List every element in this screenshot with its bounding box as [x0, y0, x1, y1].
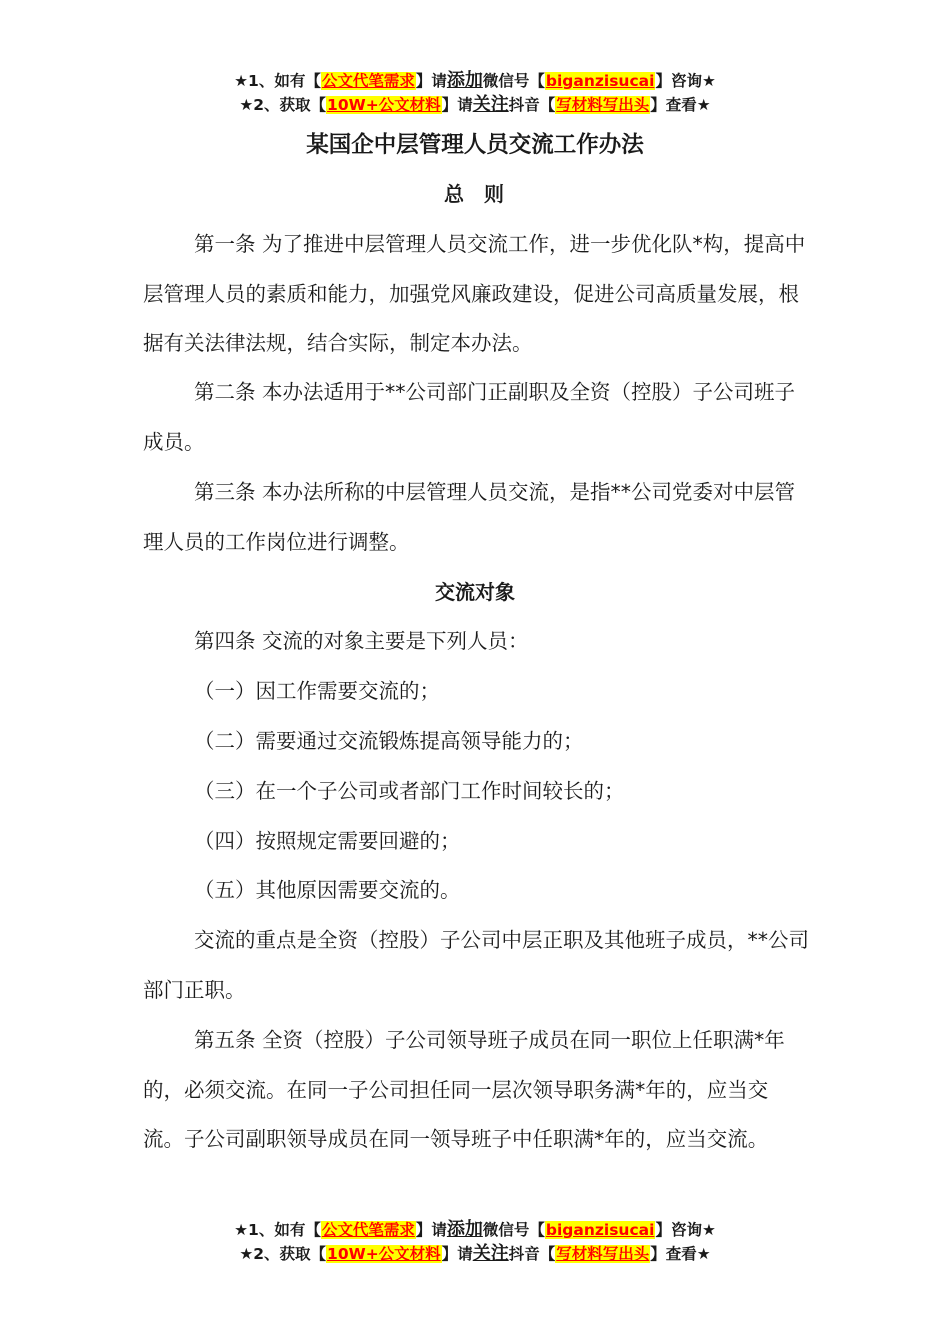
banner-text: 抖音【	[508, 96, 556, 114]
banner-text: 】咨询★	[655, 1221, 716, 1239]
top-banner-line-1	[0, 70, 950, 92]
article-4: 第四条 交流的对象主要是下列人员：	[194, 629, 529, 653]
banner-highlight-douyin: 写材料写出头	[556, 96, 650, 114]
banner-highlight-service: 公文代笔需求	[321, 72, 415, 90]
banner-emphasis: 关注	[472, 1243, 509, 1264]
banner-text: ★1、如有【	[234, 72, 321, 90]
list-item: （五）其他原因需要交流的。	[194, 878, 461, 902]
banner-emphasis: 关注	[472, 94, 509, 115]
banner-text: 】请	[415, 72, 447, 90]
list-item: （一）因工作需要交流的；	[194, 679, 440, 703]
banner-text: 微信号【	[482, 72, 545, 90]
section-heading-general: 总 则	[444, 182, 506, 206]
banner-text: 】咨询★	[655, 72, 716, 90]
banner-highlight-wechat-id: biganzisucai	[545, 72, 655, 90]
banner-text: 微信号【	[482, 1221, 545, 1239]
banner-text: 】请	[415, 1221, 447, 1239]
banner-highlight-wechat-id: biganzisucai	[545, 1221, 655, 1239]
article-5: 第五条 全资（控股）子公司领导班子成员在同一职位上任职满*年的，必须交流。在同一子公司担任同一层次领导职务满*年的，应当交流。子公司副职领导成员在同一领导班子中任职满*年的，应当交流。	[143, 1028, 785, 1151]
banner-highlight-douyin: 写材料写出头	[556, 1245, 650, 1263]
article-1: 第一条 为了推进中层管理人员交流工作，进一步优化队*构，提高中层管理人员的素质和能力，加强党风廉政建设，促进公司高质量发展，根据有关法律法规，结合实际，制定本办法。	[143, 232, 806, 355]
article-3: 第三条 本办法所称的中层管理人员交流，是指**公司党委对中层管理人员的工作岗位进行调整。	[143, 480, 796, 554]
banner-highlight-materials: 10W+公文材料	[327, 1245, 441, 1263]
list-item: （三）在一个子公司或者部门工作时间较长的；	[194, 779, 625, 803]
banner-text: ★1、如有【	[234, 1221, 321, 1239]
banner-emphasis: 添加	[446, 1219, 483, 1240]
article-2: 第二条 本办法适用于**公司部门正副职及全资（控股）子公司班子成员。	[143, 380, 796, 454]
bottom-banner-line-1	[0, 1219, 950, 1241]
banner-text: 】请	[441, 1245, 473, 1263]
banner-text: 】查看★	[650, 96, 711, 114]
banner-highlight-materials: 10W+公文材料	[327, 96, 441, 114]
list-item: （四）按照规定需要回避的；	[194, 829, 461, 853]
banner-text: ★2、获取【	[239, 96, 327, 114]
list-item: （二）需要通过交流锻炼提高领导能力的；	[194, 729, 584, 753]
top-banner-line-2	[0, 94, 950, 116]
banner-text: 】查看★	[650, 1245, 711, 1263]
banner-text: ★2、获取【	[239, 1245, 327, 1263]
exchange-focus-paragraph: 交流的重点是全资（控股）子公司中层正职及其他班子成员，**公司部门正职。	[143, 928, 809, 1002]
bottom-banner-line-2	[0, 1243, 950, 1265]
section-heading-exchange-targets: 交流对象	[435, 580, 515, 604]
banner-text: 抖音【	[508, 1245, 556, 1263]
banner-text: 】请	[441, 96, 473, 114]
banner-emphasis: 添加	[446, 70, 483, 91]
document-title: 某国企中层管理人员交流工作办法	[306, 132, 644, 158]
banner-highlight-service: 公文代笔需求	[321, 1221, 415, 1239]
